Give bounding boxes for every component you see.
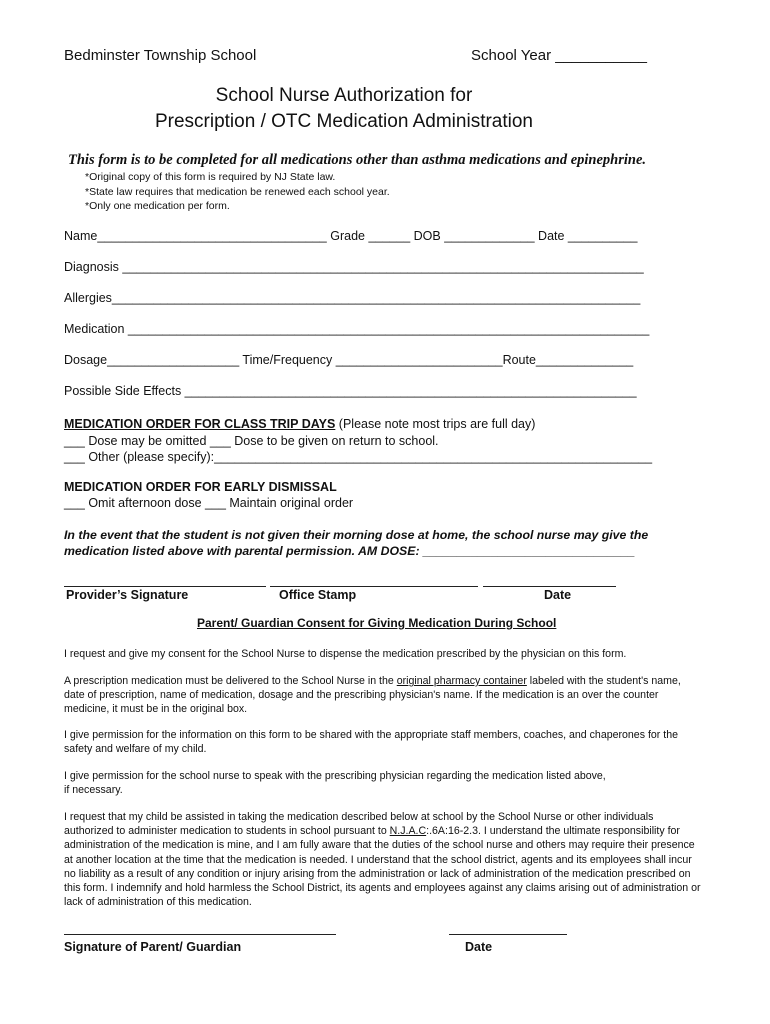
parent-signature-line[interactable] [64,934,336,935]
class-trip-note: (Please note most trips are full day) [335,417,536,431]
dosage-time-route-row[interactable]: Dosage___________________ Time/Frequency ________________________Route______________ [64,353,634,367]
consent-paragraph-3: I give permission for the information on this form to be shared with the appropriate staff members, coaches, and chaperones for the safety and welfare of my child. [64,729,678,756]
parent-date-label: Date [465,940,493,954]
class-trip-section [64,417,535,431]
name-grade-dob-date-row[interactable]: Name_________________________________ Grade ______ DOB _____________ Date __________ [64,229,638,243]
pharmacy-container-text: original pharmacy container [396,675,527,687]
consent-heading: Parent/ Guardian Consent for Giving Medication During School [197,616,557,630]
note-renewal: *State law requires that medication be renewed each school year. [85,186,390,198]
intro-statement: This form is to be completed for all medications other than asthma medications and epinephrine. [68,152,647,168]
consent-paragraph-5: I request that my child be assisted in taking the medication described below at school by the School Nurse or other individuals authorized to administer medication to students in school pursuant to N.J.A.C:.6A:16-2.3. I understand the ultimate responsibility for administration of the medication is mine, and I am fully aware that the duties of the school nurse and others may require their presence at another location at the time that the medication is needed. I understand that the school district, agents and its employees shall incur no liability as a result of any condition or injury arising from the administration or lack of administration of the medication prescribed on this form. I indemnify and hold harmless the School District, its agents and employees against any claims arising out of administration or lack of administration of this medication. [64,811,701,909]
parent-date-line[interactable] [449,934,567,935]
form-title-line1: School Nurse Authorization for [215,85,473,106]
note-one-medication: *Only one medication per form. [85,200,230,212]
medication-field[interactable]: Medication ___________________________________________________________________________ [64,322,650,336]
njac-reference: N.J.A.C [389,825,427,838]
consent-paragraph-4: I give permission for the school nurse to speak with the prescribing physician regarding the medication listed above, if necessary. [64,770,606,797]
provider-signature-label: Provider’s Signature [66,588,189,602]
class-trip-heading: MEDICATION ORDER FOR CLASS TRIP DAYS [64,417,336,431]
early-dismissal-options[interactable]: ___ Omit afternoon dose ___ Maintain original order [64,496,354,510]
school-year-field[interactable]: School Year ___________ [471,47,648,64]
parent-signature-label: Signature of Parent/ Guardian [64,940,242,954]
side-effects-field[interactable]: Possible Side Effects _________________________________________________________________ [64,384,637,398]
provider-date-label: Date [544,588,572,602]
provider-date-line[interactable] [483,586,616,587]
diagnosis-field[interactable]: Diagnosis ___________________________________________________________________________ [64,260,644,274]
note-original-copy: *Original copy of this form is required by NJ State law. [85,171,336,183]
class-trip-other-field[interactable]: ___ Other (please specify):_______________________________________________________________ [64,450,653,464]
early-dismissal-heading: MEDICATION ORDER FOR EARLY DISMISSAL [64,480,337,494]
consent-paragraph-1: I request and give my consent for the School Nurse to dispense the medication prescribed by the physician on this form. [64,648,627,660]
office-stamp-label: Office Stamp [279,588,357,602]
school-name: Bedminster Township School [64,47,257,64]
form-title-line2: Prescription / OTC Medication Administration [154,111,534,132]
provider-signature-line[interactable] [64,586,266,587]
am-dose-statement[interactable]: In the event that the student is not given their morning dose at home, the school nurse may give the medication listed above with parental permission. AM DOSE: _______________________________ [64,528,649,558]
class-trip-dose-options[interactable]: ___ Dose may be omitted ___ Dose to be given on return to school. [64,434,439,448]
consent-paragraph-2: A prescription medication must be delivered to the School Nurse in the original pharmacy container labeled with the student's name, date of prescription, name of medication, dosage and the prescribing physician's name. If the medication is an over the counter medicine, it must be in the original box. [64,675,681,716]
office-stamp-line[interactable] [270,586,478,587]
allergies-field[interactable]: Allergies____________________________________________________________________________ [64,291,641,305]
